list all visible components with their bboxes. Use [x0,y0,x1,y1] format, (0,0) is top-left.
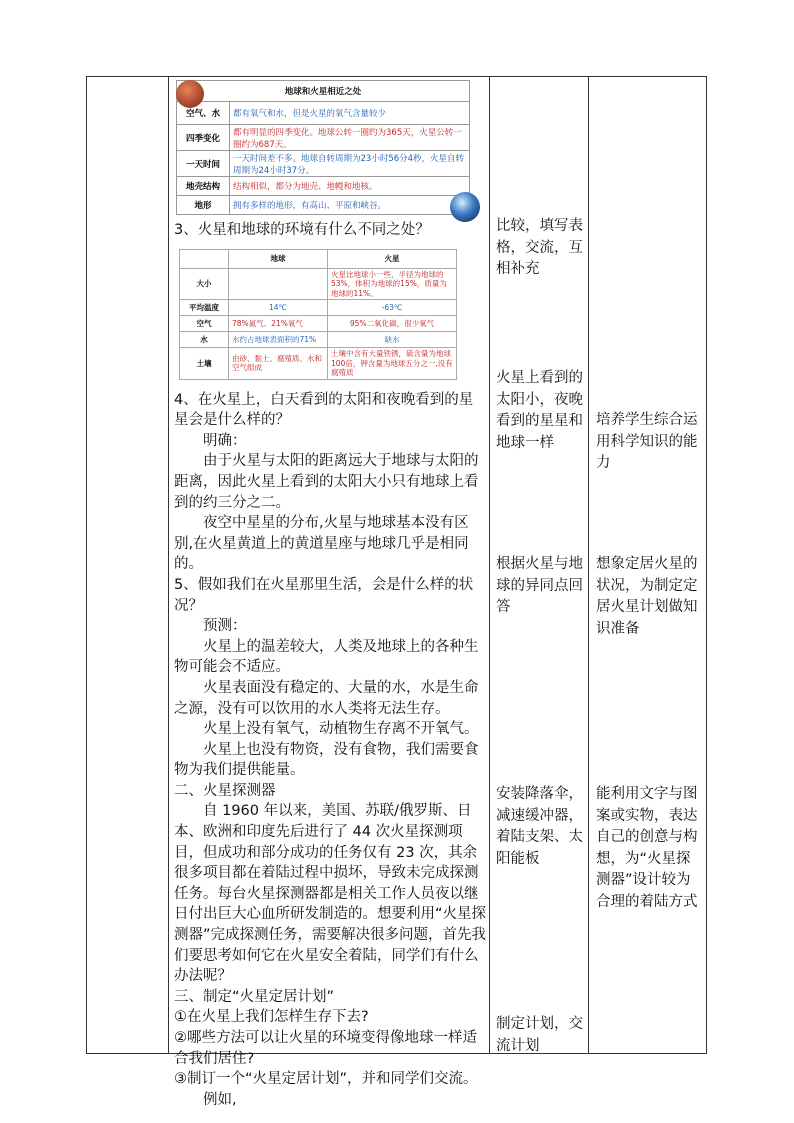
row-key: 大小 [180,268,229,300]
earth-cell: 由砂、黏土、腐殖质、水和空气组成 [229,348,328,380]
row-key: 空气 [180,316,229,332]
row-key: 平均温度 [180,300,229,316]
header-cell: 火星 [328,249,457,268]
mars-cell: 火星比地球小一些，半径为地球的53%，体积为地球的15%，质量为地球的11%。 [328,268,457,300]
paragraph: 5、假如我们在火星那里生活，会是什么样的状况？ [174,576,474,614]
earth-cell: 14℃ [229,300,328,316]
mars-cell: 缺水 [328,332,457,348]
question-3: 3、火星和地球的环境有什么不同之处？ [174,222,430,238]
similarities-table [176,80,470,216]
earth-cell [229,268,328,300]
body-paragraphs [174,390,486,1111]
earth-cell: 78%氮气、21%氧气 [229,316,328,332]
paragraph: 预测： [203,618,247,635]
row-value: 都有氧气和水，但是火星的氧气含量较少 [230,102,470,125]
student-activity-5: 制定计划，交流计划 [496,1016,583,1054]
header-cell [180,249,229,268]
column-divider-2 [489,76,490,1054]
paragraph: 4、在火星上，白天看到的太阳和夜晚看到的星星会是什么样的？ [174,391,474,429]
mars-planet-icon [176,80,204,108]
similarities-table-title: 地球和火星相近之处 [177,81,470,102]
row-value: 一天时间差不多。地球自转周期为23小时56分4秒，火星自转周期为24小时37分。 [230,151,470,177]
column-divider-3 [588,76,589,1054]
paragraph: 自 1960 年以来，美国、苏联/俄罗斯、日本、欧洲和印度先后进行了 44 次火星探测项目，但成功和部分成功的任务仅有 23 次，其余很多项目都在着陆过程中损坏，导致未完成探测任务。每台火星探测器都是相关工作人员夜以继日付出巨大心血所研发制造的。想要利用“火星探测器”完成探测任务，需要解决很多问题，首先我们要思考如何它在火星安全着陆，同学们有什么办法呢？ [174,803,487,985]
paragraph: 火星上的温差较大，人类及地球上的各种生物可能会不适应。 [174,638,479,676]
paragraph: 火星上也没有物资，没有食物，我们需要食物为我们提供能量。 [174,741,479,779]
row-key: 水 [180,332,229,348]
row-value: 都有明显的四季变化。地球公转一圈约为365天，火星公转一圈约为687天。 [230,125,470,151]
paragraph: 例如, [203,1091,237,1108]
paragraph: 夜空中星星的分布,火星与地球基本没有区别,在火星黄道上的黄道星座与地球几乎是相同的。 [174,515,469,573]
paragraph: 二、火星探测器 [174,782,276,799]
paragraph: 火星上没有氧气，动植物生存离不开氧气。 [203,721,479,738]
earth-planet-icon [450,192,480,222]
row-key: 四季变化 [177,125,230,151]
row-value: 拥有多样的地形，有高山、平原和峡谷。 [230,196,470,215]
paragraph: 三、制定“火星定居计划” [174,988,335,1005]
paragraph: ②哪些方法可以让火星的环境变得像地球一样适合我们居住? [174,1030,477,1067]
design-intent-2: 想象定居火星的状况，为制定定居火星计划做知识准备 [596,556,698,637]
teaching-content-column [174,80,486,1110]
student-activity-2: 火星上看到的太阳小，夜晚看到的星星和地球一样 [496,370,583,451]
row-key: 空气、水 [177,102,230,125]
row-key: 地壳结构 [177,177,230,196]
mars-cell: -63℃ [328,300,457,316]
header-cell: 地球 [229,249,328,268]
paragraph: 明确： [203,432,247,449]
differences-table [179,249,457,380]
row-key: 土壤 [180,348,229,380]
student-activity-1: 比较，填写表格，交流，互相补充 [496,218,583,277]
paragraph: ③制订一个“火星定居计划”，并和同学们交流。 [174,1071,478,1088]
column-divider-1 [168,76,169,1054]
paragraph: ①在火星上我们怎样生存下去? [174,1009,369,1026]
student-activity-4: 安装降落伞，减速缓冲器，着陆支架、太阳能板 [496,786,583,867]
earth-cell: 水约占地球表面积的71% [229,332,328,348]
mars-cell: 95%二氧化碳，很少氧气 [328,316,457,332]
row-key: 地形 [177,196,230,215]
row-key: 一天时间 [177,151,230,177]
design-intent-3: 能利用文字与图案或实物，表达自己的创意与构想，为“火星探测器”设计较为合理的着陆方式 [596,786,698,910]
paragraph: 由于火星与太阳的距离远大于地球与太阳的距离，因此火星上看到的太阳大小只有地球上看到的约三分之二。 [174,453,479,511]
row-value: 结构相似，都分为地壳、地幔和地核。 [230,177,470,196]
design-intent-1: 培养学生综合运用科学知识的能力 [596,412,698,471]
paragraph: 火星表面没有稳定的、大量的水，水是生命之源，没有可以饮用的水人类将无法生存。 [174,679,479,717]
student-activity-3: 根据火星与地球的异同点回答 [496,556,583,615]
mars-cell: 土壤中含有大量铁锈，硫含量为地球100倍，钾含量为地球五分之一,没有腐殖质 [328,348,457,380]
